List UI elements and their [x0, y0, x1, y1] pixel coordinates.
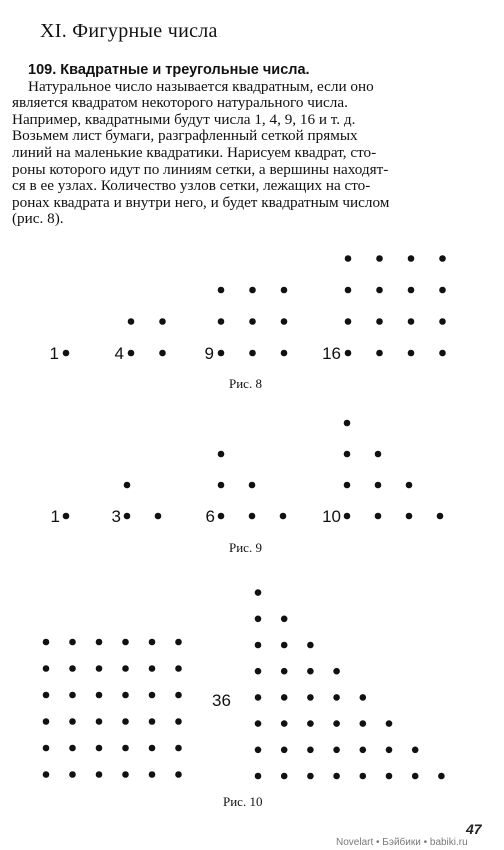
figure-10-triangle-dot	[360, 773, 367, 780]
figure-10-triangle-dot	[333, 747, 340, 754]
figure-9-dot	[406, 482, 413, 489]
figure-10-square-dot	[122, 692, 129, 699]
figure-8-dot	[376, 350, 383, 357]
figure-9-dot	[155, 513, 162, 520]
figure-8-caption: Рис. 8	[229, 376, 262, 391]
figure-10-square-dot	[96, 639, 103, 646]
figure-10-triangle-dot	[281, 668, 288, 675]
figure-8-dot	[345, 318, 352, 325]
figure-10-square-dot	[69, 639, 76, 646]
text-line-7: роны которого идут по линиям сетки, а вершины находят-	[12, 160, 389, 178]
figure-8-dot	[281, 318, 288, 325]
figure-10-square-dot	[69, 665, 76, 672]
figure-10-square-dot	[122, 745, 129, 752]
figure-10-triangle-dot	[255, 642, 262, 649]
figure-9-label: 3	[111, 507, 121, 526]
figure-8-dot	[159, 318, 166, 325]
watermark: Novelart • Бэйбики • babiki.ru	[336, 837, 468, 848]
figure-10-triangle-dot	[281, 694, 288, 701]
figure-10-triangle-dot	[255, 747, 262, 754]
figure-10-triangle-dot	[333, 668, 340, 675]
figure-9-dot	[218, 482, 225, 489]
figure-10-triangle-dot	[360, 747, 367, 754]
figure-10-triangle-dot	[386, 720, 393, 727]
figure-9-dot	[124, 513, 131, 520]
figure-10-square-dot	[149, 692, 156, 699]
figure-10-triangle-dot	[412, 747, 419, 754]
figure-10-triangle-dot	[386, 747, 393, 754]
figure-9-dot	[218, 513, 225, 520]
figure-10-triangle-dot	[255, 773, 262, 780]
figure-10-square-dot	[96, 745, 103, 752]
figure-8-dot	[249, 318, 256, 325]
figure-10-square-dot	[96, 771, 103, 778]
chapter-title: XI. Фигурные числа	[40, 20, 218, 42]
figure-10-square-dot	[69, 771, 76, 778]
figure-9-dot	[375, 513, 382, 520]
figure-10-square-dot	[43, 745, 50, 752]
figure-10-square-dot	[43, 692, 50, 699]
figure-10-triangle-dot	[333, 773, 340, 780]
figure-10-caption: Рис. 10	[223, 794, 263, 809]
figure-9-label: 1	[50, 507, 60, 526]
section-heading: 109. Квадратные и треугольные числа.	[28, 62, 310, 78]
figure-10-triangle-dot	[360, 694, 367, 701]
figure-10-square-dot	[43, 771, 50, 778]
figure-8-dot	[345, 255, 352, 262]
text-line-2: Натуральное число называется квадратным, если оно	[28, 77, 374, 95]
figure-10-triangle-dot	[281, 642, 288, 649]
figure-10-triangle-dot	[281, 616, 288, 623]
figure-10-square-dot	[175, 639, 182, 646]
figure-9-dot	[124, 482, 131, 489]
figure-8-dot	[408, 318, 415, 325]
figure-10-square-dot	[43, 718, 50, 725]
figure-9-dot	[63, 513, 70, 520]
figure-8-dot	[218, 350, 225, 357]
figure-8-dot	[128, 350, 135, 357]
figure-10-triangle-dot	[307, 642, 314, 649]
figure-8-dot	[281, 287, 288, 294]
figure-10-triangle-dot	[281, 773, 288, 780]
figure-8-dot	[439, 318, 446, 325]
figure-10-label: 36	[212, 691, 231, 710]
page-number: 47	[466, 821, 482, 837]
figure-8-dot	[439, 255, 446, 262]
figure-8-dot	[376, 287, 383, 294]
figure-10-square-dot	[96, 718, 103, 725]
text-line-10: (рис. 8).	[12, 210, 64, 228]
figure-8-dot	[218, 318, 225, 325]
figure-10-square-dot	[149, 718, 156, 725]
figure-9-dot	[249, 482, 256, 489]
figure-10-square-dot	[175, 718, 182, 725]
figure-8-dot	[159, 350, 166, 357]
figure-9-dot	[375, 451, 382, 458]
figure-9-label: 10	[322, 507, 341, 526]
figure-10-triangle-dot	[360, 720, 367, 727]
figure-10-square-dot	[122, 639, 129, 646]
figure-8-dot	[218, 287, 225, 294]
figure-8-dot	[249, 287, 256, 294]
figure-10-square-dot	[149, 665, 156, 672]
figure-10-triangle-dot	[412, 773, 419, 780]
figure-10-square-dot	[175, 692, 182, 699]
figure-8-dot	[345, 350, 352, 357]
figure-9-dot	[375, 482, 382, 489]
figure-8-dot	[281, 350, 288, 357]
figure-10-triangle-dot	[255, 589, 262, 596]
figure-9-dot	[280, 513, 287, 520]
figure-10-square-dot	[175, 745, 182, 752]
figure-8-square-numbers	[50, 255, 446, 363]
figure-8-dot	[249, 350, 256, 357]
figure-10-square-dot	[43, 639, 50, 646]
figure-9-dot	[344, 420, 351, 427]
figure-10-triangle-dot	[255, 720, 262, 727]
figure-8-dot	[128, 318, 135, 325]
figure-8-dot	[63, 350, 70, 357]
figure-10-square-dot	[69, 692, 76, 699]
figure-8-dot	[376, 318, 383, 325]
text-line-5: Возьмем лист бумаги, разграфленный сеткой прямых	[12, 127, 358, 145]
text-line-3: является квадратом некоторого натурального числа.	[12, 94, 348, 112]
figure-10-square-dot	[149, 745, 156, 752]
figure-10-square-dot	[175, 665, 182, 672]
figure-9-caption: Рис. 9	[229, 540, 262, 555]
figure-10-triangle-dot	[307, 747, 314, 754]
figure-10-square-dot	[149, 771, 156, 778]
figure-10-triangle-dot	[255, 616, 262, 623]
figure-8-dot	[376, 255, 383, 262]
figure-8-dot	[408, 287, 415, 294]
figure-10-triangle-dot	[307, 694, 314, 701]
figure-10-triangle-dot	[255, 694, 262, 701]
figure-8-dot	[408, 350, 415, 357]
figure-10-triangle-dot	[438, 773, 445, 780]
figure-9-dot	[344, 451, 351, 458]
figure-10-triangle-dot	[307, 668, 314, 675]
figure-8-label: 9	[204, 344, 214, 363]
figure-9-dot	[344, 482, 351, 489]
figure-9-dot	[437, 513, 444, 520]
figure-8-label: 4	[114, 344, 124, 363]
figure-10-triangle-dot	[281, 747, 288, 754]
text-line-9: ронах квадрата и внутри него, и будет квадратным числом	[12, 193, 390, 211]
figure-8-dot	[345, 287, 352, 294]
text-line-4: Например, квадратными будут числа 1, 4, 9, 16 и т. д.	[12, 110, 356, 128]
text-line-6: линий на маленькие квадратики. Нарисуем квадрат, сто-	[12, 143, 377, 161]
figure-9-dot	[406, 513, 413, 520]
figure-10-square-dot	[43, 665, 50, 672]
figure-10-triangle-dot	[333, 720, 340, 727]
figure-8-dot	[439, 287, 446, 294]
figure-10-triangle-dot	[281, 720, 288, 727]
figure-9-dot	[249, 513, 256, 520]
figure-10-triangle-dot	[307, 773, 314, 780]
figure-8-label: 1	[49, 344, 59, 363]
text-line-8: ся в ее узлах. Количество узлов сетки, лежащих на сто-	[12, 177, 371, 195]
figure-9-dot	[344, 513, 351, 520]
figure-10-triangle-dot	[333, 694, 340, 701]
figure-10-square-dot	[69, 745, 76, 752]
figure-10-square-dot	[69, 718, 76, 725]
figure-10-square-dot	[96, 692, 103, 699]
figure-10-triangle-dot	[307, 720, 314, 727]
figure-10-square-dot	[122, 665, 129, 672]
figure-9-label: 6	[205, 507, 215, 526]
figure-10-triangle-dot	[386, 773, 393, 780]
figure-8-dot	[408, 255, 415, 262]
figure-9-dot	[218, 451, 225, 458]
figure-10-square-dot	[175, 771, 182, 778]
figure-8-label: 16	[322, 344, 341, 363]
figure-10-square-and-triangular-36	[43, 589, 445, 779]
figure-9-triangular-numbers	[51, 420, 444, 526]
figure-10-square-dot	[122, 718, 129, 725]
figure-10-square-dot	[122, 771, 129, 778]
figure-10-square-dot	[96, 665, 103, 672]
figure-10-square-dot	[149, 639, 156, 646]
figure-8-dot	[439, 350, 446, 357]
figure-10-triangle-dot	[255, 668, 262, 675]
